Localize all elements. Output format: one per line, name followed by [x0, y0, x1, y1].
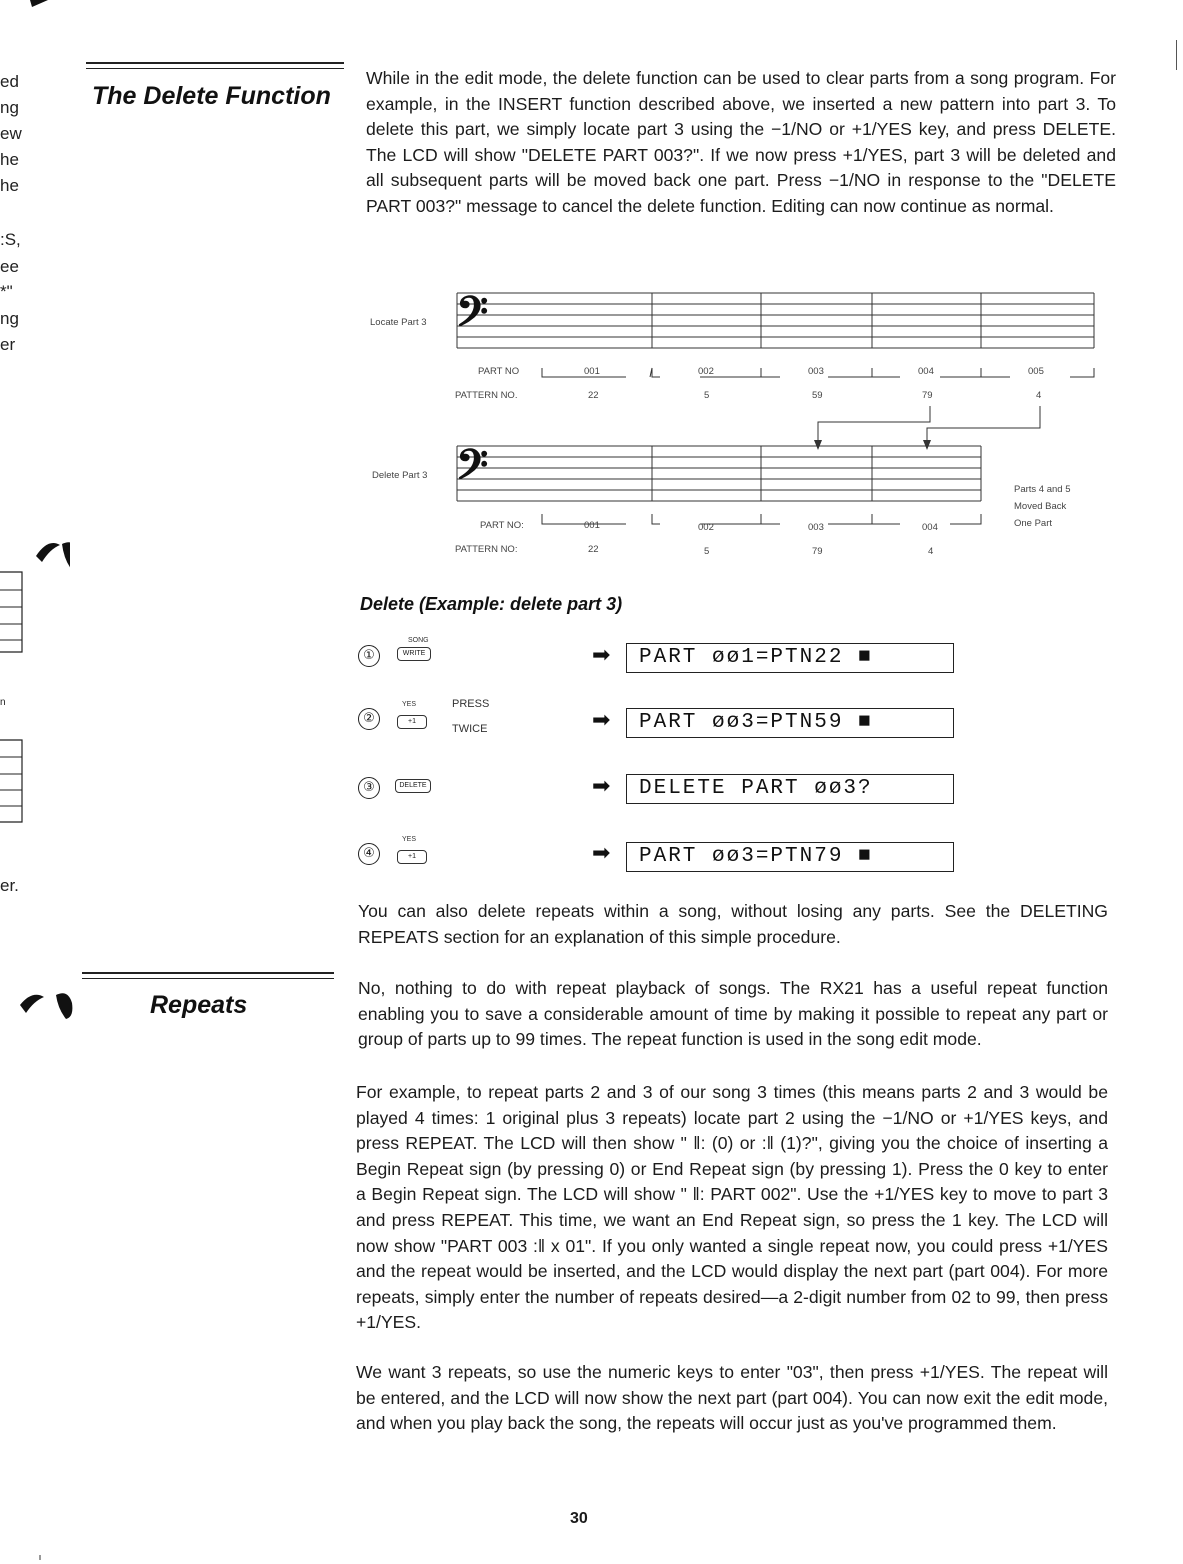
delete-diagram [360, 280, 1100, 570]
part-no: 002 [698, 522, 714, 533]
part-no: 003 [808, 366, 824, 377]
plus-one-yes-key: +1 [397, 850, 427, 864]
diagram-note: Parts 4 and 5 [1014, 484, 1071, 495]
arrow-right-icon: ➡ [592, 707, 611, 732]
margin-fragment: er. [0, 876, 19, 895]
margin-artifacts [0, 0, 70, 1564]
section-rule [82, 972, 334, 974]
example-title: Delete (Example: delete part 3) [360, 594, 623, 614]
arrow-right-icon: ➡ [592, 840, 611, 865]
margin-fragment: he [0, 176, 19, 195]
pattern-no: 22 [588, 390, 599, 401]
part-no: 004 [922, 522, 938, 533]
margin-fragment: ng [0, 309, 19, 328]
corner-mark-icon [30, 0, 48, 7]
pattern-no: 5 [704, 390, 710, 401]
bass-clef-icon: 𝄢 [456, 440, 489, 499]
pattern-no: 22 [588, 544, 599, 555]
press-note: PRESS [452, 698, 490, 710]
margin-fragment: ew [0, 124, 22, 143]
plus-one-yes-key: +1 [397, 715, 427, 729]
delete-body: While in the edit mode, the delete function can be used to clear parts from a song program. For example, in the INSERT function described above, we inserted a new pattern into part 3. To delete this part, we simply locate part 3 using the −1/NO or +1/YES key, and press DELETE. The LCD will show "DELETE PART 003?". If we now press +1/YES, part 3 will be deleted and all subsequent parts will be moved back one part. Press −1/NO in response to the "DELETE PART 003?" message to cancel the delete function. Editing can now continue as normal. [366, 68, 1116, 216]
lcd-display: DELETE PART øø3? [626, 774, 954, 804]
pattern-no: 5 [704, 546, 710, 557]
part-no: 004 [918, 366, 934, 377]
margin-fragment: n [0, 697, 6, 708]
step-number: ③ [358, 777, 380, 799]
step-number: ④ [358, 843, 380, 865]
diagram-top-label: Locate Part 3 [370, 317, 427, 328]
part-no: 001 [584, 366, 600, 377]
step-number: ② [358, 708, 380, 730]
press-note: TWICE [452, 723, 488, 735]
bass-clef-icon: 𝄢 [456, 287, 489, 346]
margin-fragment: er [0, 335, 16, 354]
pattern-no-label: PATTERN NO. [455, 390, 518, 401]
delete-repeats-note: You can also delete repeats within a song, without losing any parts. See the DELETING REPEATS section for an explanation of this simple procedure. [358, 901, 1108, 947]
arrow-right-icon: ➡ [592, 773, 611, 798]
pattern-no: 79 [812, 546, 823, 557]
pattern-no: 4 [928, 546, 934, 557]
key-top-label: YES [402, 701, 417, 708]
part-no: 003 [808, 522, 824, 533]
section-rule [86, 62, 344, 64]
repeats-intro: No, nothing to do with repeat playback of songs. The RX21 has a useful repeat function enabling you to save a considerable amount of time by making it possible to repeat any part or group of parts up to 99 times. The repeat function is used in the song edit mode. [358, 978, 1108, 1050]
section-title-repeats: Repeats [150, 991, 248, 1019]
repeats-conclusion: We want 3 repeats, so use the numeric keys to enter "03", then press +1/YES. The repeat will be entered, and the LCD will now show the next part (part 004). You can now exit the edit mode, and when you play back the song, the repeats will occur just as you've programmed them. [356, 1362, 1108, 1434]
page-number: 30 [570, 1510, 588, 1527]
right-edge-mark [1176, 40, 1177, 70]
key-top-label: YES [402, 836, 417, 843]
diagram-bottom-label: Delete Part 3 [372, 470, 428, 481]
diagram-note: Moved Back [1014, 501, 1067, 512]
margin-fragment: ee [0, 257, 19, 276]
part-no-label: PART NO [478, 366, 520, 377]
margin-fragment: he [0, 150, 19, 169]
lcd-display: PART øø3=PTN79 ■ [626, 842, 954, 872]
part-no: 005 [1028, 366, 1044, 377]
part-no-label: PART NO: [480, 520, 524, 531]
step-number: ① [358, 645, 380, 667]
hand-pointer-icon [62, 542, 70, 570]
key-top-label: SONG [408, 637, 429, 644]
margin-fragment: :S, [0, 230, 21, 249]
part-no: 002 [698, 366, 714, 377]
lcd-display: PART øø3=PTN59 ■ [626, 708, 954, 738]
pattern-no: 79 [922, 390, 933, 401]
arrow-right-icon: ➡ [592, 642, 611, 667]
section-title-delete: The Delete Function [92, 82, 331, 110]
delete-key: DELETE [395, 779, 431, 793]
margin-fragment: *" [0, 282, 13, 301]
section-rule [82, 978, 334, 979]
lcd-display: PART øø1=PTN22 ■ [626, 643, 954, 673]
part-no: 001 [584, 520, 600, 531]
section-rule [86, 68, 344, 69]
repeats-example: For example, to repeat parts 2 and 3 of our song 3 times (this means parts 2 and 3 would be played 4 times: 1 original plus 3 repeats) locate part 2 using the −1/NO or +1/YES keys, and press REPEAT. The LCD will then show " ‖: (0) or :‖ (1)?", giving you the choice of inserting a Begin Repeat sign (by pressing 0) or End Repeat sign (by pressing 1). Press the 0 key to enter a Begin Repeat sign. The LCD will show " ‖: PART 002". Use the +1/YES key to move to part 3 and press REPEAT. This time, we want an End Repeat sign, so press the 1 key. The LCD will now show "PART 003 :‖ x 01". If you only wanted a single repeat now, you could press +1/YES and the repeat would be inserted, and the LCD would display the next part (part 004). For more repeats, simply enter the number of repeats desired—a 2-digit number from 02 to 99, then press +1/YES. [356, 1082, 1108, 1333]
margin-fragment: ng [0, 98, 19, 117]
song-write-key: WRITE [397, 647, 431, 661]
diagram-note: One Part [1014, 518, 1053, 529]
pattern-no: 4 [1036, 390, 1042, 401]
pattern-no: 59 [812, 390, 823, 401]
pattern-no-label: PATTERN NO: [455, 544, 518, 555]
hand-pointer-icon [36, 543, 60, 562]
margin-fragment: ed [0, 72, 19, 91]
hand-pointer-icon [18, 985, 88, 1025]
